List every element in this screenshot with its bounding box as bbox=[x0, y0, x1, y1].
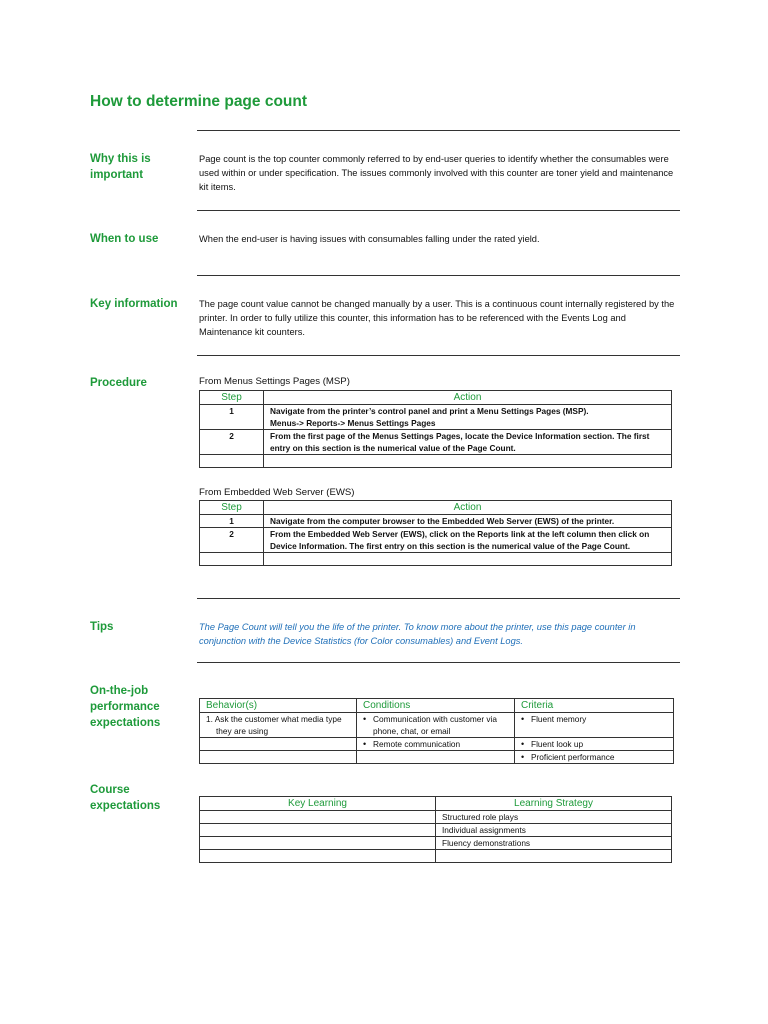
ojt-condition-1 bbox=[357, 713, 515, 738]
ews-action-1: Navigate from the computer browser to the Embedded Web Server (EWS) of the printer. bbox=[264, 515, 672, 528]
ews-heading: From Embedded Web Server (EWS) bbox=[199, 487, 355, 498]
ojt-behavior-1-text: 1. Ask the customer what media type they are using bbox=[206, 714, 342, 736]
msp-heading: From Menus Settings Pages (MSP) bbox=[199, 376, 350, 387]
course-col-key: Key Learning bbox=[200, 797, 436, 811]
ojt-criteria-2 bbox=[515, 738, 674, 751]
key-label: Key information bbox=[90, 298, 178, 310]
ojt-col-criteria: Criteria bbox=[515, 699, 674, 713]
table-row bbox=[200, 713, 674, 738]
divider bbox=[197, 210, 680, 211]
table-row bbox=[200, 528, 672, 553]
ojt-col-behavior: Behavior(s) bbox=[200, 699, 357, 713]
msp-action-1-line1: Navigate from the printer’s control panel and print a Menu Settings Pages (MSP). bbox=[270, 406, 589, 416]
table-row bbox=[200, 837, 672, 850]
ojt-criteria-1 bbox=[515, 713, 674, 738]
ojt-label: On-the-job performance expectations bbox=[90, 685, 161, 729]
table-row bbox=[200, 430, 672, 455]
why-text: Page count is the top counter commonly referred to by end-user queries to identify whether the consumables were used within or under specification. The issues commonly involved with this counter are toner yield and maintenance kit items. bbox=[199, 154, 674, 193]
course-col-strategy: Learning Strategy bbox=[436, 797, 672, 811]
ojt-criteria-1-text: • Fluent memory bbox=[521, 713, 667, 725]
ojt-criteria-3 bbox=[515, 751, 674, 764]
ews-action-2: From the Embedded Web Server (EWS), click on the Reports link at the left column then click on Device Information. The first entry on this section is the numerical value of the Page Count. bbox=[264, 528, 672, 553]
msp-action-1-line2: Menus-> Reports-> Menus Settings Pages bbox=[270, 418, 436, 428]
procedure-label: Procedure bbox=[90, 377, 147, 389]
table-row bbox=[200, 850, 672, 863]
ojt-col-conditions: Conditions bbox=[357, 699, 515, 713]
ojt-criteria-2-text: • Fluent look up bbox=[521, 738, 667, 750]
ojt-condition-1-text: • Communication with customer via phone, chat, or email bbox=[363, 713, 508, 737]
msp-action-2: From the first page of the Menus Settings Pages, locate the Device Information section. The first entry on this section is the numerical value of the Page Count. bbox=[264, 430, 672, 455]
divider bbox=[197, 598, 680, 599]
course-strategy-1: Structured role plays bbox=[436, 811, 672, 824]
table-row bbox=[200, 405, 672, 430]
divider bbox=[197, 662, 680, 663]
msp-col-step: Step bbox=[200, 391, 264, 405]
ojt-condition-2 bbox=[357, 738, 515, 751]
when-label: When to use bbox=[90, 233, 159, 245]
msp-action-1 bbox=[264, 405, 672, 430]
table-row bbox=[200, 824, 672, 837]
msp-table bbox=[199, 390, 672, 468]
divider bbox=[197, 130, 680, 131]
table-row bbox=[200, 751, 674, 764]
course-strategy-3: Fluency demonstrations bbox=[436, 837, 672, 850]
ojt-behavior-1 bbox=[200, 713, 357, 738]
divider bbox=[197, 355, 680, 356]
ews-step-1: 1 bbox=[200, 515, 264, 528]
table-row bbox=[200, 455, 672, 468]
ews-col-step: Step bbox=[200, 501, 264, 515]
msp-step-2: 2 bbox=[200, 430, 264, 455]
tips-text: The Page Count will tell you the life of the printer. To know more about the printer, use this page counter in conjunction with the Device Statistics (for Color consumables) and Event Logs. bbox=[199, 622, 636, 647]
why-label: Why this is important bbox=[90, 153, 151, 181]
table-row bbox=[200, 553, 672, 566]
course-strategy-2: Individual assignments bbox=[436, 824, 672, 837]
page-title: How to determine page count bbox=[90, 93, 308, 110]
tips-label: Tips bbox=[90, 621, 114, 633]
table-row bbox=[200, 738, 674, 751]
course-table bbox=[199, 796, 672, 863]
course-label: Course expectations bbox=[90, 784, 161, 812]
when-text: When the end-user is having issues with consumables falling under the rated yield. bbox=[199, 234, 540, 244]
ojt-criteria-3-text: • Proficient performance bbox=[521, 751, 667, 763]
table-row bbox=[200, 811, 672, 824]
ews-table bbox=[199, 500, 672, 566]
divider bbox=[197, 275, 680, 276]
key-text: The page count value cannot be changed manually by a user. This is a continuous count internally registered by the printer. In order to fully utilize this counter, this information has to be referenced with the Events Log and Maintenance kit counters. bbox=[199, 299, 675, 338]
msp-col-action: Action bbox=[264, 391, 672, 405]
table-row bbox=[200, 515, 672, 528]
ews-col-action: Action bbox=[264, 501, 672, 515]
ojt-condition-2-text: • Remote communication bbox=[363, 738, 508, 750]
ojt-table bbox=[199, 698, 674, 764]
msp-step-1: 1 bbox=[200, 405, 264, 430]
ews-step-2: 2 bbox=[200, 528, 264, 553]
